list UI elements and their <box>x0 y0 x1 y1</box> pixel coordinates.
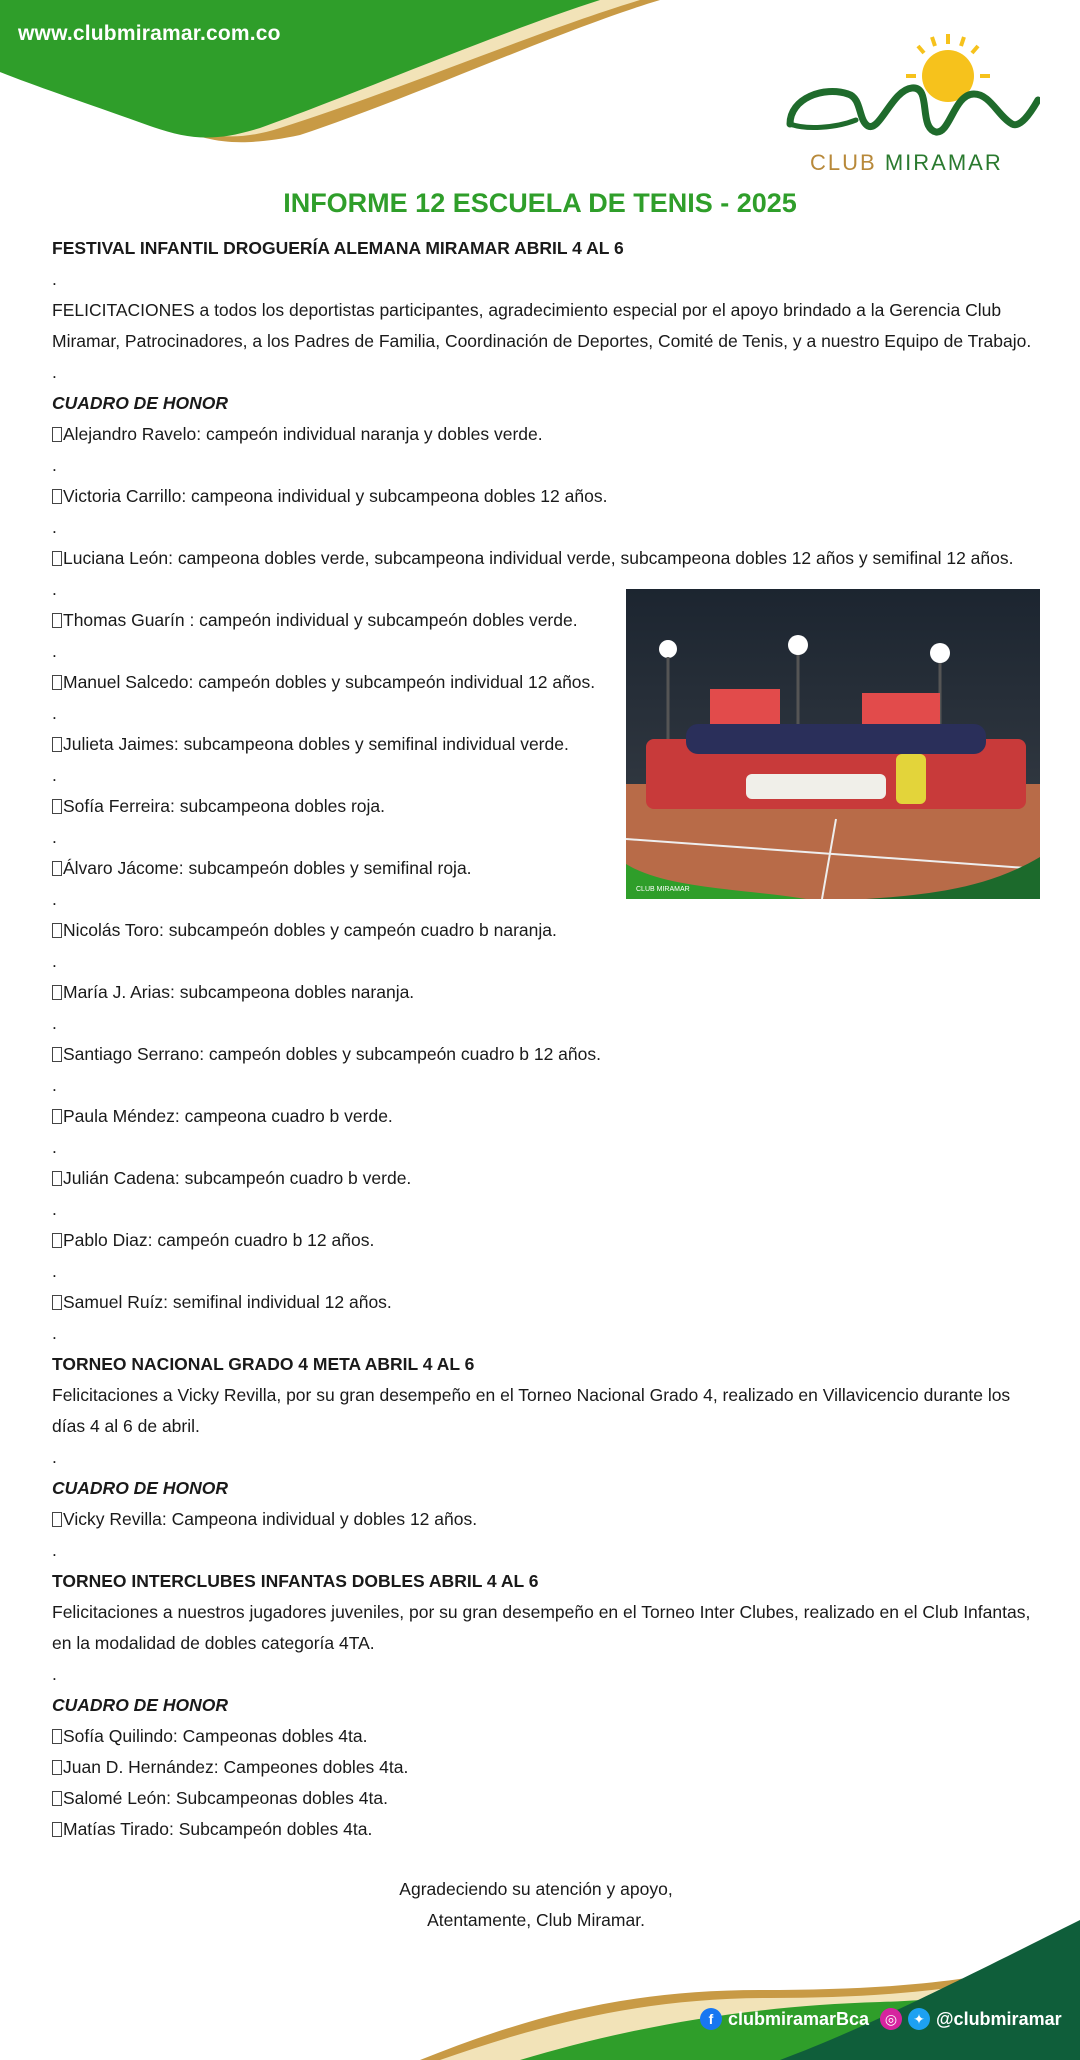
honor-text: Sofía Ferreira: subcampeona dobles roja. <box>63 796 385 816</box>
festival-heading: FESTIVAL INFANTIL DROGUERÍA ALEMANA MIRAMAR ABRIL 4 AL 6 <box>52 238 624 258</box>
honor-item <box>52 1814 1032 1845</box>
honor-text: Salomé León: Subcampeonas dobles 4ta. <box>63 1788 388 1808</box>
missing-glyph-icon <box>52 489 62 504</box>
honor-text: Nicolás Toro: subcampeón dobles y campeón cuadro b naranja. <box>63 920 557 940</box>
honor-text: Juan D. Hernández: Campeones dobles 4ta. <box>63 1757 409 1777</box>
report-body <box>52 233 1032 1845</box>
separator-dot: . <box>52 1664 57 1684</box>
honor-text: Manuel Salcedo: campeón dobles y subcampeón individual 12 años. <box>63 672 596 692</box>
honor-text: Alejandro Ravelo: campeón individual naranja y dobles verde. <box>63 424 543 444</box>
website-url[interactable]: www.clubmiramar.com.co <box>18 22 281 45</box>
honor-text: Sofía Quilindo: Campeonas dobles 4ta. <box>63 1726 368 1746</box>
footer-band <box>0 1920 1080 2060</box>
honor-text: Samuel Ruíz: semifinal individual 12 años. <box>63 1292 392 1312</box>
instagram-twitter-link[interactable] <box>880 2008 1062 2030</box>
logo-word-club: CLUB <box>810 150 877 175</box>
honor-text: Luciana León: campeona dobles verde, subcampeona individual verde, subcampeona dobles 12 años y semifinal 12 años. <box>63 548 1014 568</box>
honor-text: Julián Cadena: subcampeón cuadro b verde. <box>63 1168 412 1188</box>
missing-glyph-icon <box>52 1047 62 1062</box>
honor-item <box>52 1163 1032 1194</box>
interclubes-honor-title: CUADRO DE HONOR <box>52 1695 228 1715</box>
missing-glyph-icon <box>52 985 62 1000</box>
honor-item <box>52 1721 1032 1752</box>
facebook-icon: f <box>700 2008 722 2030</box>
nacional-honor-title: CUADRO DE HONOR <box>52 1478 228 1498</box>
instagram-icon: ◎ <box>880 2008 902 2030</box>
interclubes-heading: TORNEO INTERCLUBES INFANTAS DOBLES ABRIL 4 AL 6 <box>52 1571 539 1591</box>
separator-dot: . <box>52 517 57 537</box>
honor-item <box>52 1101 1032 1132</box>
honor-item <box>52 419 1032 450</box>
missing-glyph-icon <box>52 923 62 938</box>
missing-glyph-icon <box>52 1171 62 1186</box>
separator-dot: . <box>52 765 57 785</box>
honor-text: Matías Tirado: Subcampeón dobles 4ta. <box>63 1819 373 1839</box>
honor-text: Julieta Jaimes: subcampeona dobles y semifinal individual verde. <box>63 734 569 754</box>
facebook-handle: clubmiramarBca <box>728 2008 870 2029</box>
honor-text: Santiago Serrano: campeón dobles y subcampeón cuadro b 12 años. <box>63 1044 601 1064</box>
missing-glyph-icon <box>52 1791 62 1806</box>
honor-text: Paula Méndez: campeona cuadro b verde. <box>63 1106 393 1126</box>
logo-word-miramar: MIRAMAR <box>884 150 1003 175</box>
honor-item <box>52 915 1032 946</box>
missing-glyph-icon <box>52 1822 62 1837</box>
missing-glyph-icon <box>52 427 62 442</box>
honor-item <box>52 1752 1032 1783</box>
missing-glyph-icon <box>52 1760 62 1775</box>
missing-glyph-icon <box>52 1729 62 1744</box>
missing-glyph-icon <box>52 675 62 690</box>
separator-dot: . <box>52 889 57 909</box>
honor-text: Victoria Carrillo: campeona individual y subcampeona dobles 12 años. <box>63 486 608 506</box>
separator-dot: . <box>52 455 57 475</box>
separator-dot: . <box>52 641 57 661</box>
missing-glyph-icon <box>52 799 62 814</box>
missing-glyph-icon <box>52 1512 62 1527</box>
separator-dot: . <box>52 1013 57 1033</box>
honor-text: Thomas Guarín : campeón individual y subcampeón dobles verde. <box>63 610 578 630</box>
missing-glyph-icon <box>52 551 62 566</box>
honor-text: Pablo Diaz: campeón cuadro b 12 años. <box>63 1230 375 1250</box>
missing-glyph-icon <box>52 1295 62 1310</box>
missing-glyph-icon <box>52 737 62 752</box>
honor-item <box>52 543 1032 574</box>
social-handle: @clubmiramar <box>936 2008 1062 2029</box>
honor-text: Álvaro Jácome: subcampeón dobles y semifinal roja. <box>63 858 472 878</box>
honor-item <box>52 1039 1032 1070</box>
honor-text: María J. Arias: subcampeona dobles naranja. <box>63 982 415 1002</box>
team-photo <box>626 589 1040 899</box>
honor-item <box>52 1504 1032 1535</box>
honor-item <box>52 1287 1032 1318</box>
honor-item <box>52 481 1032 512</box>
festival-intro: FELICITACIONES a todos los deportistas participantes, agradecimiento especial por el apoyo brindado a la Gerencia Club Miramar, Patrocinadores, a los Padres de Familia, Coordinación de Deportes, Comité de Tenis, y a nuestro Equipo de Trabajo. <box>52 300 1032 351</box>
honor-item <box>52 1783 1032 1814</box>
separator-dot: . <box>52 579 57 599</box>
photo-watermark: CLUB MIRAMAR <box>636 886 690 893</box>
separator-dot: . <box>52 1137 57 1157</box>
festival-honor-title: CUADRO DE HONOR <box>52 393 228 413</box>
honor-item <box>52 1225 1032 1256</box>
facebook-link[interactable] <box>700 2008 869 2030</box>
separator-dot: . <box>52 269 57 289</box>
separator-dot: . <box>52 827 57 847</box>
honor-item <box>52 977 1032 1008</box>
separator-dot: . <box>52 1323 57 1343</box>
separator-dot: . <box>52 1075 57 1095</box>
honor-text: Vicky Revilla: Campeona individual y dobles 12 años. <box>63 1509 478 1529</box>
missing-glyph-icon <box>52 861 62 876</box>
missing-glyph-icon <box>52 613 62 628</box>
missing-glyph-icon <box>52 1109 62 1124</box>
separator-dot: . <box>52 362 57 382</box>
nacional-intro: Felicitaciones a Vicky Revilla, por su gran desempeño en el Torneo Nacional Grado 4, realizado en Villavicencio durante los días 4 al 6 de abril. <box>52 1385 1011 1436</box>
separator-dot: . <box>52 1199 57 1219</box>
nacional-heading: TORNEO NACIONAL GRADO 4 META ABRIL 4 AL 6 <box>52 1354 475 1374</box>
closing-line-1: Agradeciendo su atención y apoyo, <box>399 1879 673 1899</box>
separator-dot: . <box>52 1447 57 1467</box>
separator-dot: . <box>52 703 57 723</box>
separator-dot: . <box>52 1261 57 1281</box>
interclubes-intro: Felicitaciones a nuestros jugadores juveniles, por su gran desempeño en el Torneo Inter Clubes, realizado en el Club Infantas, en la modalidad de dobles categoría 4TA. <box>52 1602 1031 1653</box>
separator-dot: . <box>52 951 57 971</box>
closing-line-2: Atentamente, Club Miramar. <box>427 1910 645 1930</box>
report-title: INFORME 12 ESCUELA DE TENIS - 2025 <box>283 188 797 218</box>
missing-glyph-icon <box>52 1233 62 1248</box>
twitter-icon: ✦ <box>908 2008 930 2030</box>
logo-wordmark <box>810 150 1003 176</box>
separator-dot: . <box>52 1540 57 1560</box>
